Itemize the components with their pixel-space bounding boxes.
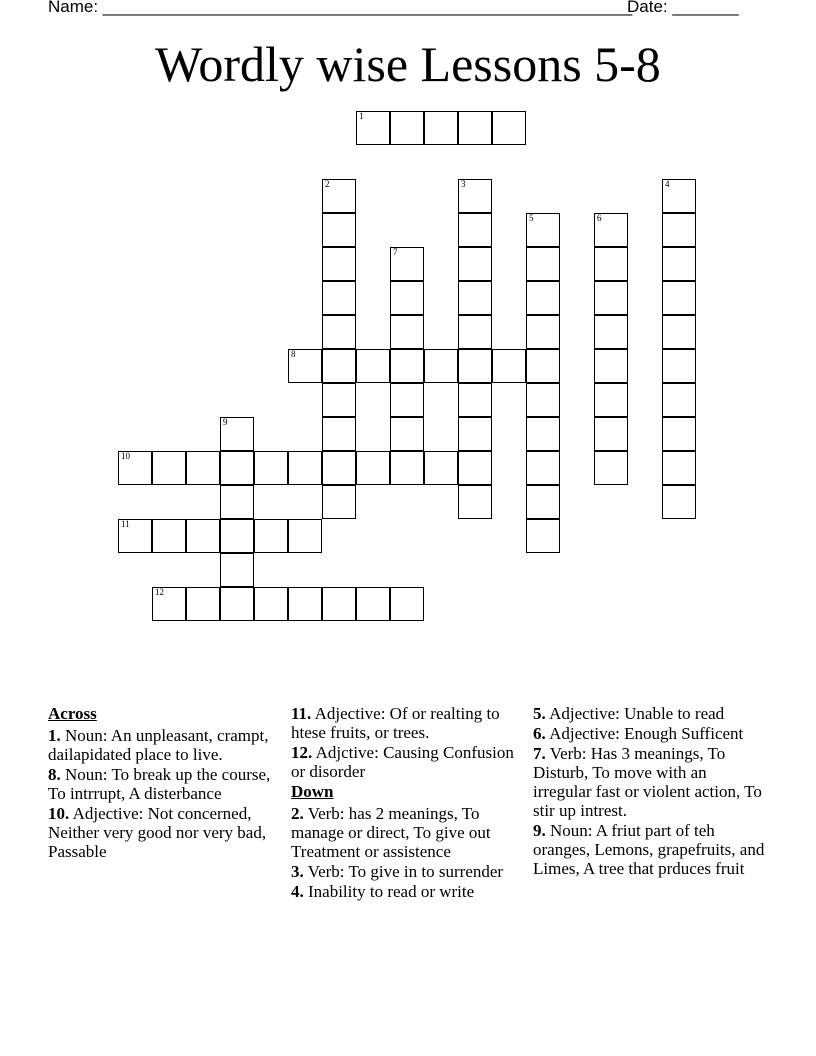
- clue-across-12: [291, 743, 527, 781]
- cell-number: 8: [291, 349, 296, 359]
- grid-cell[interactable]: [322, 383, 356, 417]
- grid-cell[interactable]: [322, 349, 356, 383]
- grid-cell[interactable]: [220, 485, 254, 519]
- grid-cell[interactable]: [594, 213, 628, 247]
- clue-down-3: [291, 862, 527, 881]
- date-line: Date: _______: [627, 0, 739, 16]
- grid-cell[interactable]: [458, 179, 492, 213]
- grid-cell[interactable]: [322, 247, 356, 281]
- grid-cell[interactable]: [594, 281, 628, 315]
- grid-cell[interactable]: [322, 179, 356, 213]
- cell-number: 7: [393, 247, 398, 257]
- cell-number: 1: [359, 111, 364, 121]
- grid-cell[interactable]: [220, 587, 254, 621]
- grid-cell[interactable]: [254, 519, 288, 553]
- grid-cell[interactable]: [390, 587, 424, 621]
- grid-cell[interactable]: [322, 281, 356, 315]
- grid-cell[interactable]: [526, 349, 560, 383]
- grid-cell[interactable]: [390, 451, 424, 485]
- clue-number: 10.: [48, 804, 70, 823]
- clue-number: 6.: [533, 724, 546, 743]
- grid-cell[interactable]: [458, 281, 492, 315]
- grid-cell[interactable]: [662, 179, 696, 213]
- grid-cell[interactable]: [322, 315, 356, 349]
- grid-cell[interactable]: [322, 213, 356, 247]
- grid-cell[interactable]: [662, 281, 696, 315]
- clue-number: 7.: [533, 744, 546, 763]
- name-line: Name: ________________________________________________________: [48, 0, 633, 16]
- clue-number: 1.: [48, 726, 61, 745]
- grid-cell[interactable]: [594, 451, 628, 485]
- clue-down-2: [291, 804, 527, 861]
- grid-cell[interactable]: [458, 417, 492, 451]
- grid-cell[interactable]: [526, 213, 560, 247]
- grid-cell[interactable]: [526, 383, 560, 417]
- clues-column-2: [291, 704, 527, 902]
- clue-across-8: [48, 765, 284, 803]
- grid-cell[interactable]: [118, 519, 152, 553]
- grid-cell[interactable]: [288, 519, 322, 553]
- grid-cell[interactable]: [152, 587, 186, 621]
- clue-across-11: [291, 704, 527, 742]
- down-heading: Down: [291, 782, 334, 801]
- grid-cell[interactable]: [322, 587, 356, 621]
- grid-cell[interactable]: [288, 349, 322, 383]
- grid-cell[interactable]: [356, 349, 390, 383]
- grid-cell[interactable]: [458, 213, 492, 247]
- grid-cell[interactable]: [356, 111, 390, 145]
- grid-cell[interactable]: [492, 349, 526, 383]
- clue-text: Adjective: Of or realting to htese fruits, or trees.: [291, 704, 500, 742]
- clues-column-1: [48, 704, 284, 862]
- clue-number: 12.: [291, 743, 313, 762]
- grid-cell[interactable]: [526, 417, 560, 451]
- page-title: Wordly wise Lessons 5-8: [155, 36, 661, 92]
- grid-cell[interactable]: [662, 451, 696, 485]
- grid-cell[interactable]: [186, 587, 220, 621]
- grid-cell[interactable]: [594, 349, 628, 383]
- grid-cell[interactable]: [458, 315, 492, 349]
- clue-down-7: [533, 744, 769, 820]
- grid-cell[interactable]: [526, 281, 560, 315]
- clue-down-4: [291, 882, 527, 901]
- grid-cell[interactable]: [220, 553, 254, 587]
- clue-text: Noun: An unpleasant, crampt, dailapidated place to live.: [48, 726, 269, 764]
- grid-cell[interactable]: [458, 383, 492, 417]
- clue-number: 2.: [291, 804, 304, 823]
- grid-cell[interactable]: [220, 519, 254, 553]
- grid-cell[interactable]: [288, 451, 322, 485]
- clue-text: Adjective: Enough Sufficent: [549, 724, 744, 743]
- grid-cell[interactable]: [526, 247, 560, 281]
- clue-number: 4.: [291, 882, 304, 901]
- clue-down-5: [533, 704, 769, 723]
- clue-text: Adjective: Unable to read: [549, 704, 725, 723]
- clue-text: Verb: To give in to surrender: [307, 862, 504, 881]
- clue-down-6: [533, 724, 769, 743]
- grid-cell[interactable]: [526, 451, 560, 485]
- grid-cell[interactable]: [662, 213, 696, 247]
- grid-cell[interactable]: [424, 111, 458, 145]
- grid-cell[interactable]: [424, 451, 458, 485]
- grid-cell[interactable]: [322, 417, 356, 451]
- clue-text: Noun: To break up the course, To intrrupt, A disterbance: [48, 765, 271, 803]
- grid-cell[interactable]: [594, 315, 628, 349]
- clue-across-1: [48, 726, 284, 764]
- grid-cell[interactable]: [458, 111, 492, 145]
- grid-cell[interactable]: [458, 485, 492, 519]
- grid-cell[interactable]: [288, 587, 322, 621]
- grid-cell[interactable]: [152, 519, 186, 553]
- grid-cell[interactable]: [390, 111, 424, 145]
- grid-cell[interactable]: [186, 519, 220, 553]
- cell-number: 12: [155, 587, 164, 597]
- grid-cell[interactable]: [220, 451, 254, 485]
- grid-cell[interactable]: [662, 383, 696, 417]
- grid-cell[interactable]: [594, 383, 628, 417]
- grid-cell[interactable]: [594, 417, 628, 451]
- grid-cell[interactable]: [356, 587, 390, 621]
- clue-number: 8.: [48, 765, 61, 784]
- grid-cell[interactable]: [254, 451, 288, 485]
- grid-cell[interactable]: [662, 485, 696, 519]
- cell-number: 2: [325, 179, 330, 189]
- grid-cell[interactable]: [390, 417, 424, 451]
- clue-text: Verb: Has 3 meanings, To Disturb, To move with an irregular fast or violent action, To stir up intrest.: [533, 744, 762, 820]
- grid-cell[interactable]: [662, 247, 696, 281]
- clue-text: Adjective: Not concerned, Neither very good nor very bad, Passable: [48, 804, 267, 861]
- cell-number: 10: [121, 451, 130, 461]
- grid-cell[interactable]: [526, 519, 560, 553]
- clue-down-9: [533, 821, 769, 878]
- grid-cell[interactable]: [662, 417, 696, 451]
- grid-cell[interactable]: [526, 485, 560, 519]
- grid-cell[interactable]: [662, 349, 696, 383]
- clue-text: Adjctive: Causing Confusion or disorder: [291, 743, 514, 781]
- grid-cell[interactable]: [390, 281, 424, 315]
- grid-cell[interactable]: [322, 451, 356, 485]
- grid-cell[interactable]: [390, 349, 424, 383]
- grid-cell[interactable]: [662, 315, 696, 349]
- clues-column-3: [533, 704, 769, 879]
- clue-text: Inability to read or write: [308, 882, 475, 901]
- grid-cell[interactable]: [594, 247, 628, 281]
- cell-number: 3: [461, 179, 466, 189]
- cell-number: 11: [121, 519, 130, 529]
- grid-cell[interactable]: [458, 247, 492, 281]
- cell-number: 4: [665, 179, 670, 189]
- grid-cell[interactable]: [186, 451, 220, 485]
- clue-number: 5.: [533, 704, 546, 723]
- clue-text: Noun: A friut part of teh oranges, Lemons, grapefruits, and Limes, A tree that prduces fruit: [533, 821, 765, 878]
- grid-cell[interactable]: [152, 451, 186, 485]
- clue-across-10: [48, 804, 284, 861]
- grid-cell[interactable]: [458, 349, 492, 383]
- grid-cell[interactable]: [526, 315, 560, 349]
- cell-number: 6: [597, 213, 602, 223]
- grid-cell[interactable]: [322, 485, 356, 519]
- grid-cell[interactable]: [424, 349, 458, 383]
- grid-cell[interactable]: [458, 451, 492, 485]
- cell-number: 9: [223, 417, 228, 427]
- grid-cell[interactable]: [220, 417, 254, 451]
- clue-text: Verb: has 2 meanings, To manage or direct, To give out Treatment or assistence: [291, 804, 491, 861]
- cell-number: 5: [529, 213, 534, 223]
- grid-cell[interactable]: [390, 247, 424, 281]
- grid-cell[interactable]: [492, 111, 526, 145]
- grid-cell[interactable]: [356, 451, 390, 485]
- grid-cell[interactable]: [118, 451, 152, 485]
- clue-number: 11.: [291, 704, 312, 723]
- clue-number: 9.: [533, 821, 546, 840]
- clue-number: 3.: [291, 862, 304, 881]
- grid-cell[interactable]: [390, 383, 424, 417]
- across-heading: Across: [48, 704, 97, 723]
- grid-cell[interactable]: [390, 315, 424, 349]
- grid-cell[interactable]: [254, 587, 288, 621]
